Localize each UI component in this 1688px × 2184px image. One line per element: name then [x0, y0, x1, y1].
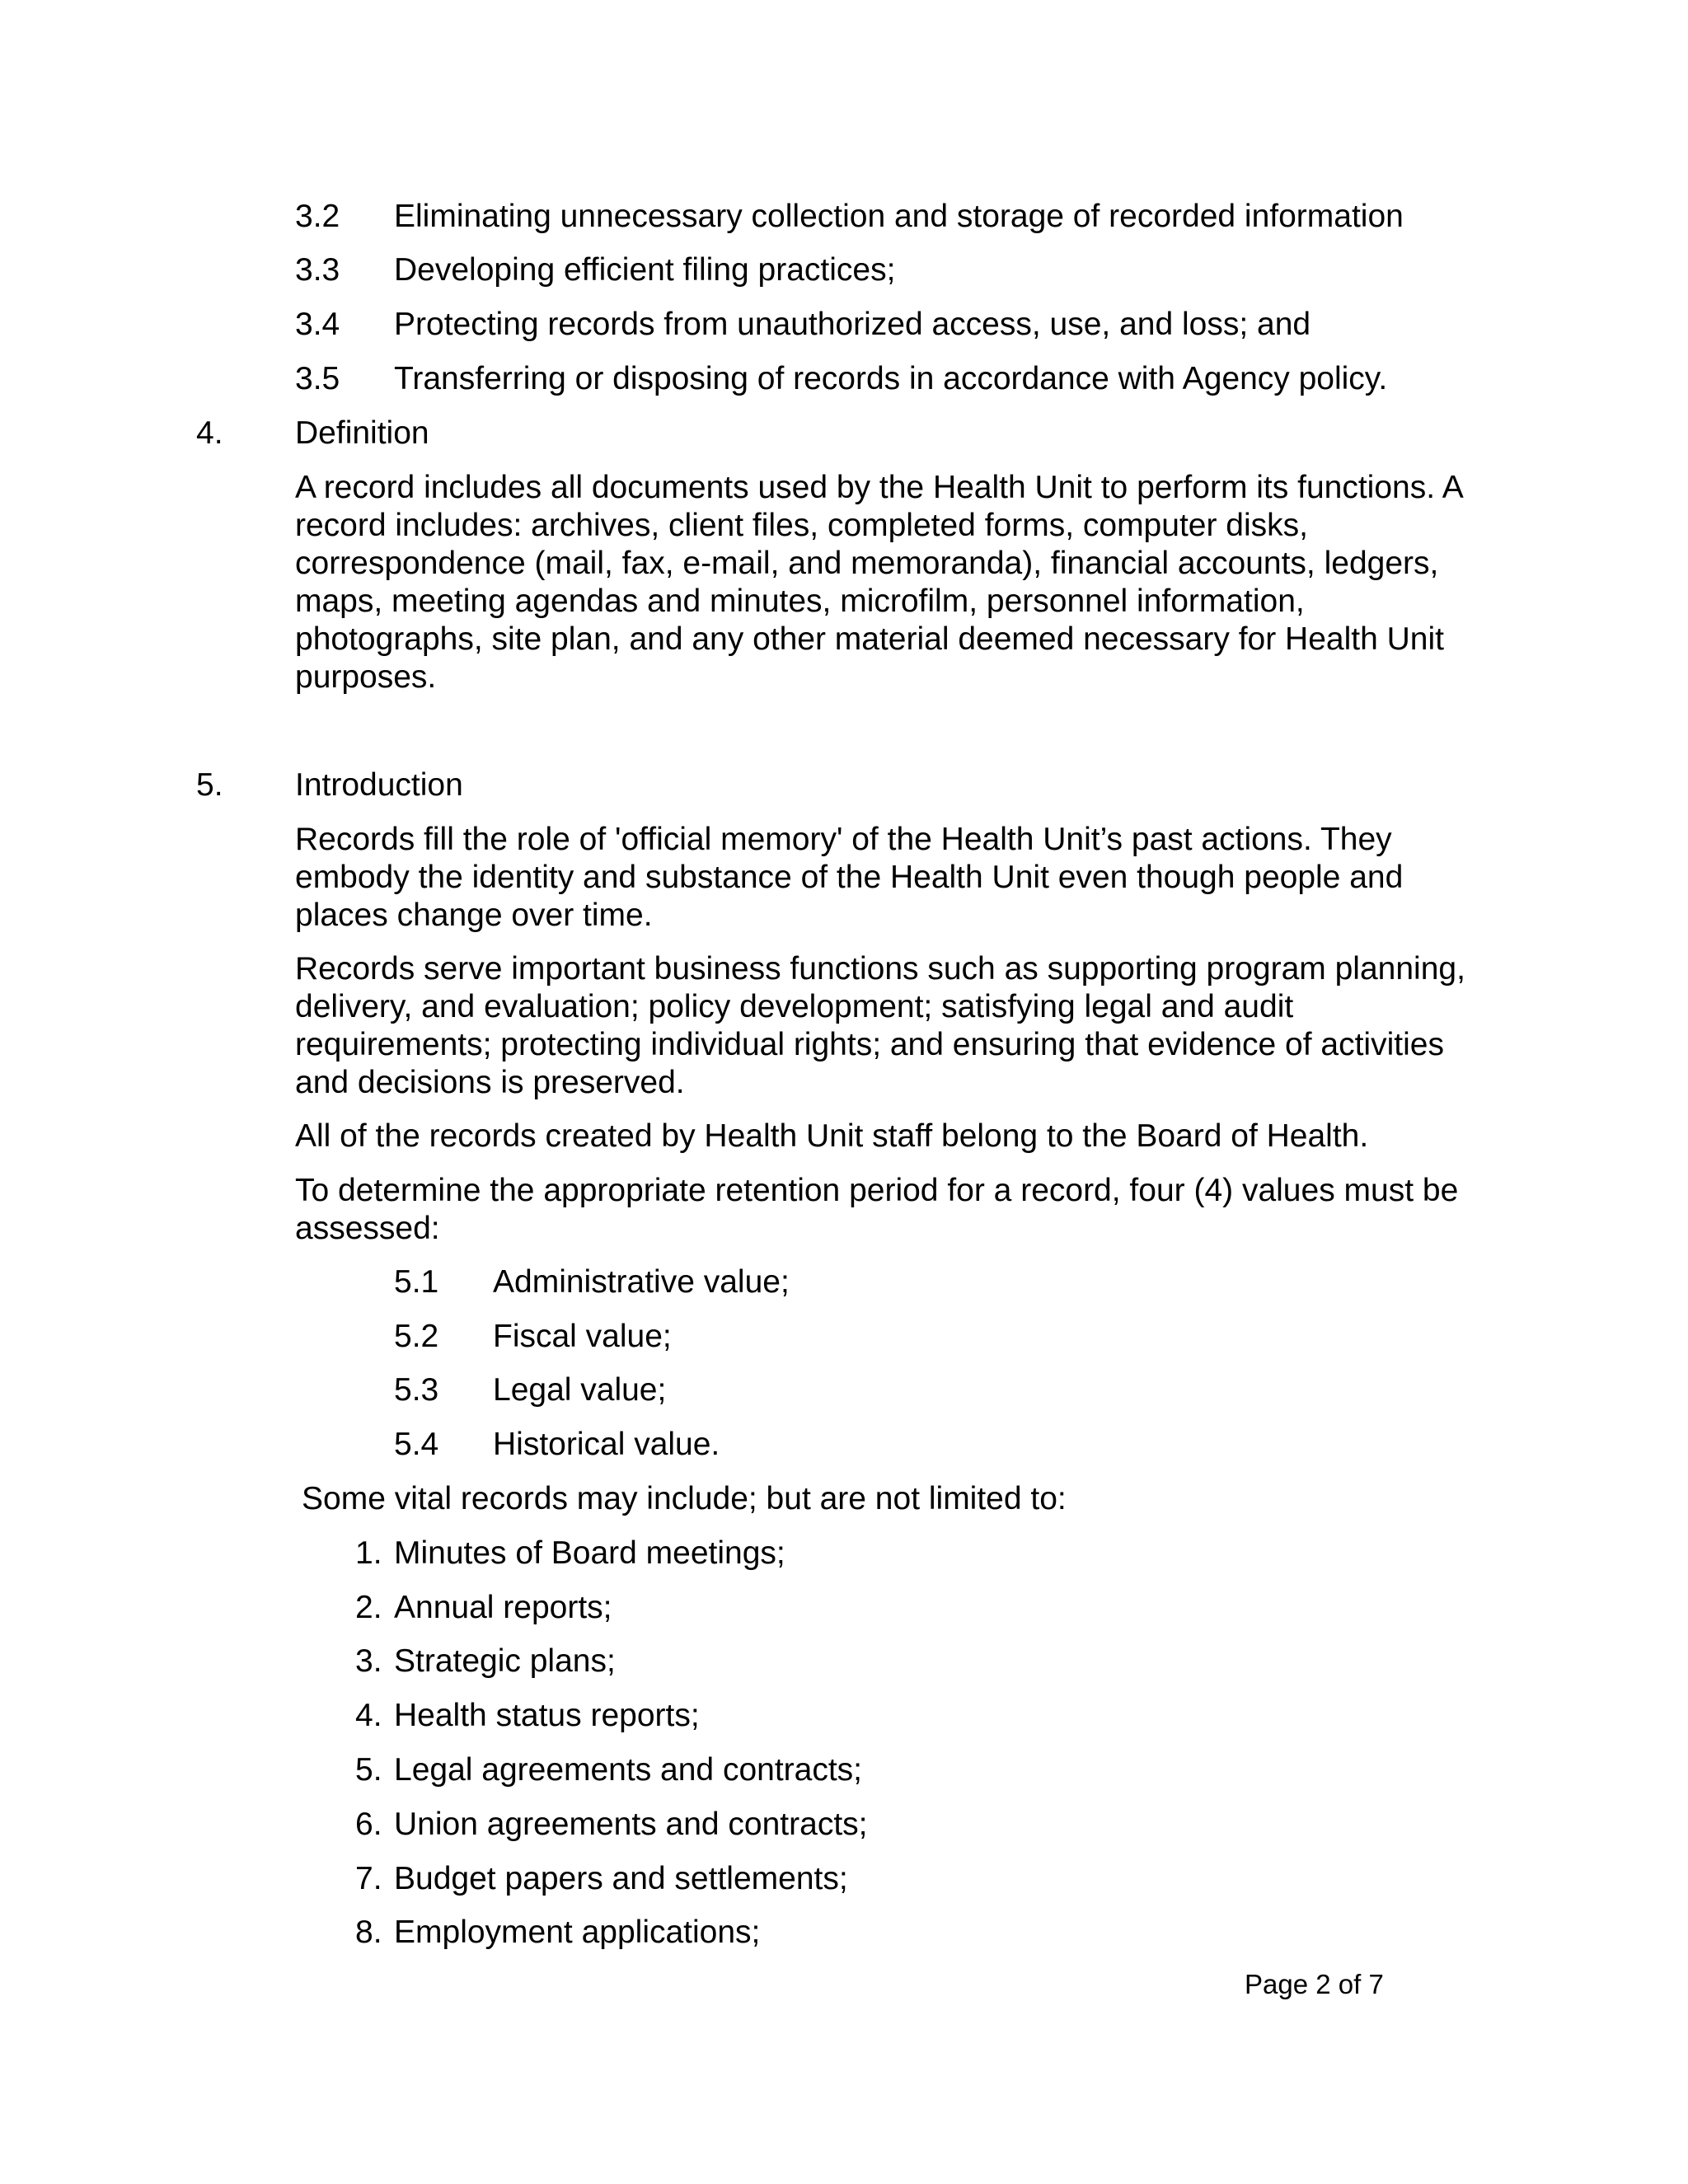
- intro-paragraph-3: All of the records created by Health Unit staff belong to the Board of Health.: [295, 1118, 1369, 1154]
- item-number: 3.4: [295, 307, 340, 342]
- value-number: 5.2: [394, 1319, 439, 1354]
- list-item: Strategic plans;: [394, 1643, 616, 1679]
- list-number: 7.: [355, 1861, 382, 1896]
- list-number: 6.: [355, 1807, 382, 1842]
- definition-paragraph: A record includes all documents used by the Health Unit to perform its functions. A record includes: archives, client files, completed forms, computer disks, correspondence (mail, fax, e-mail, and memoranda), financial accounts, ledgers, maps, meeting agendas and minutes, microfilm, personnel information, photographs, site plan, and any other material deemed necessary for Health Unit purposes.: [295, 470, 1462, 695]
- item-number: 3.3: [295, 252, 340, 288]
- list-number: 1.: [355, 1535, 382, 1571]
- value-number: 5.3: [394, 1372, 439, 1408]
- list-item: Employment applications;: [394, 1915, 761, 1950]
- value-number: 5.1: [394, 1264, 439, 1300]
- item-text: Transferring or disposing of records in accordance with Agency policy.: [394, 361, 1388, 396]
- item-number: 3.2: [295, 199, 340, 234]
- item-text: Developing efficient filing practices;: [394, 252, 896, 288]
- list-item: Annual reports;: [394, 1590, 612, 1625]
- list-number: 4.: [355, 1698, 382, 1733]
- section-4-heading: Definition: [295, 415, 429, 451]
- list-item: Budget papers and settlements;: [394, 1861, 848, 1896]
- list-item: Legal agreements and contracts;: [394, 1752, 863, 1788]
- list-number: 8.: [355, 1915, 382, 1950]
- list-item: Union agreements and contracts;: [394, 1807, 868, 1842]
- value-number: 5.4: [394, 1427, 439, 1462]
- section-4-number: 4.: [196, 415, 223, 451]
- list-number: 5.: [355, 1752, 382, 1788]
- page-number: Page 2 of 7: [1245, 1969, 1384, 1999]
- value-text: Fiscal value;: [493, 1319, 672, 1354]
- list-item: Health status reports;: [394, 1698, 700, 1733]
- item-text: Protecting records from unauthorized access, use, and loss; and: [394, 307, 1311, 342]
- vital-records-intro: Some vital records may include; but are not limited to:: [302, 1481, 1067, 1516]
- list-item: Minutes of Board meetings;: [394, 1535, 785, 1571]
- list-number: 3.: [355, 1643, 382, 1679]
- item-text: Eliminating unnecessary collection and storage of recorded information: [394, 199, 1404, 234]
- section-5-heading: Introduction: [295, 767, 463, 803]
- value-text: Historical value.: [493, 1427, 720, 1462]
- value-text: Administrative value;: [493, 1264, 790, 1300]
- value-text: Legal value;: [493, 1372, 667, 1408]
- section-5-number: 5.: [196, 767, 223, 803]
- intro-paragraph-1: Records fill the role of 'official memory' of the Health Unit’s past actions. They embody the identity and substance of the Health Unit even though people and places change over time.: [295, 822, 1404, 933]
- item-number: 3.5: [295, 361, 340, 396]
- intro-paragraph-4: To determine the appropriate retention period for a record, four (4) values must be assessed:: [295, 1173, 1459, 1246]
- list-number: 2.: [355, 1590, 382, 1625]
- intro-paragraph-2: Records serve important business functions such as supporting program planning, delivery, and evaluation; policy development; satisfying legal and audit requirements; protecting individual rights; and ensuring that evidence of activities and decisions is preserved.: [295, 951, 1465, 1100]
